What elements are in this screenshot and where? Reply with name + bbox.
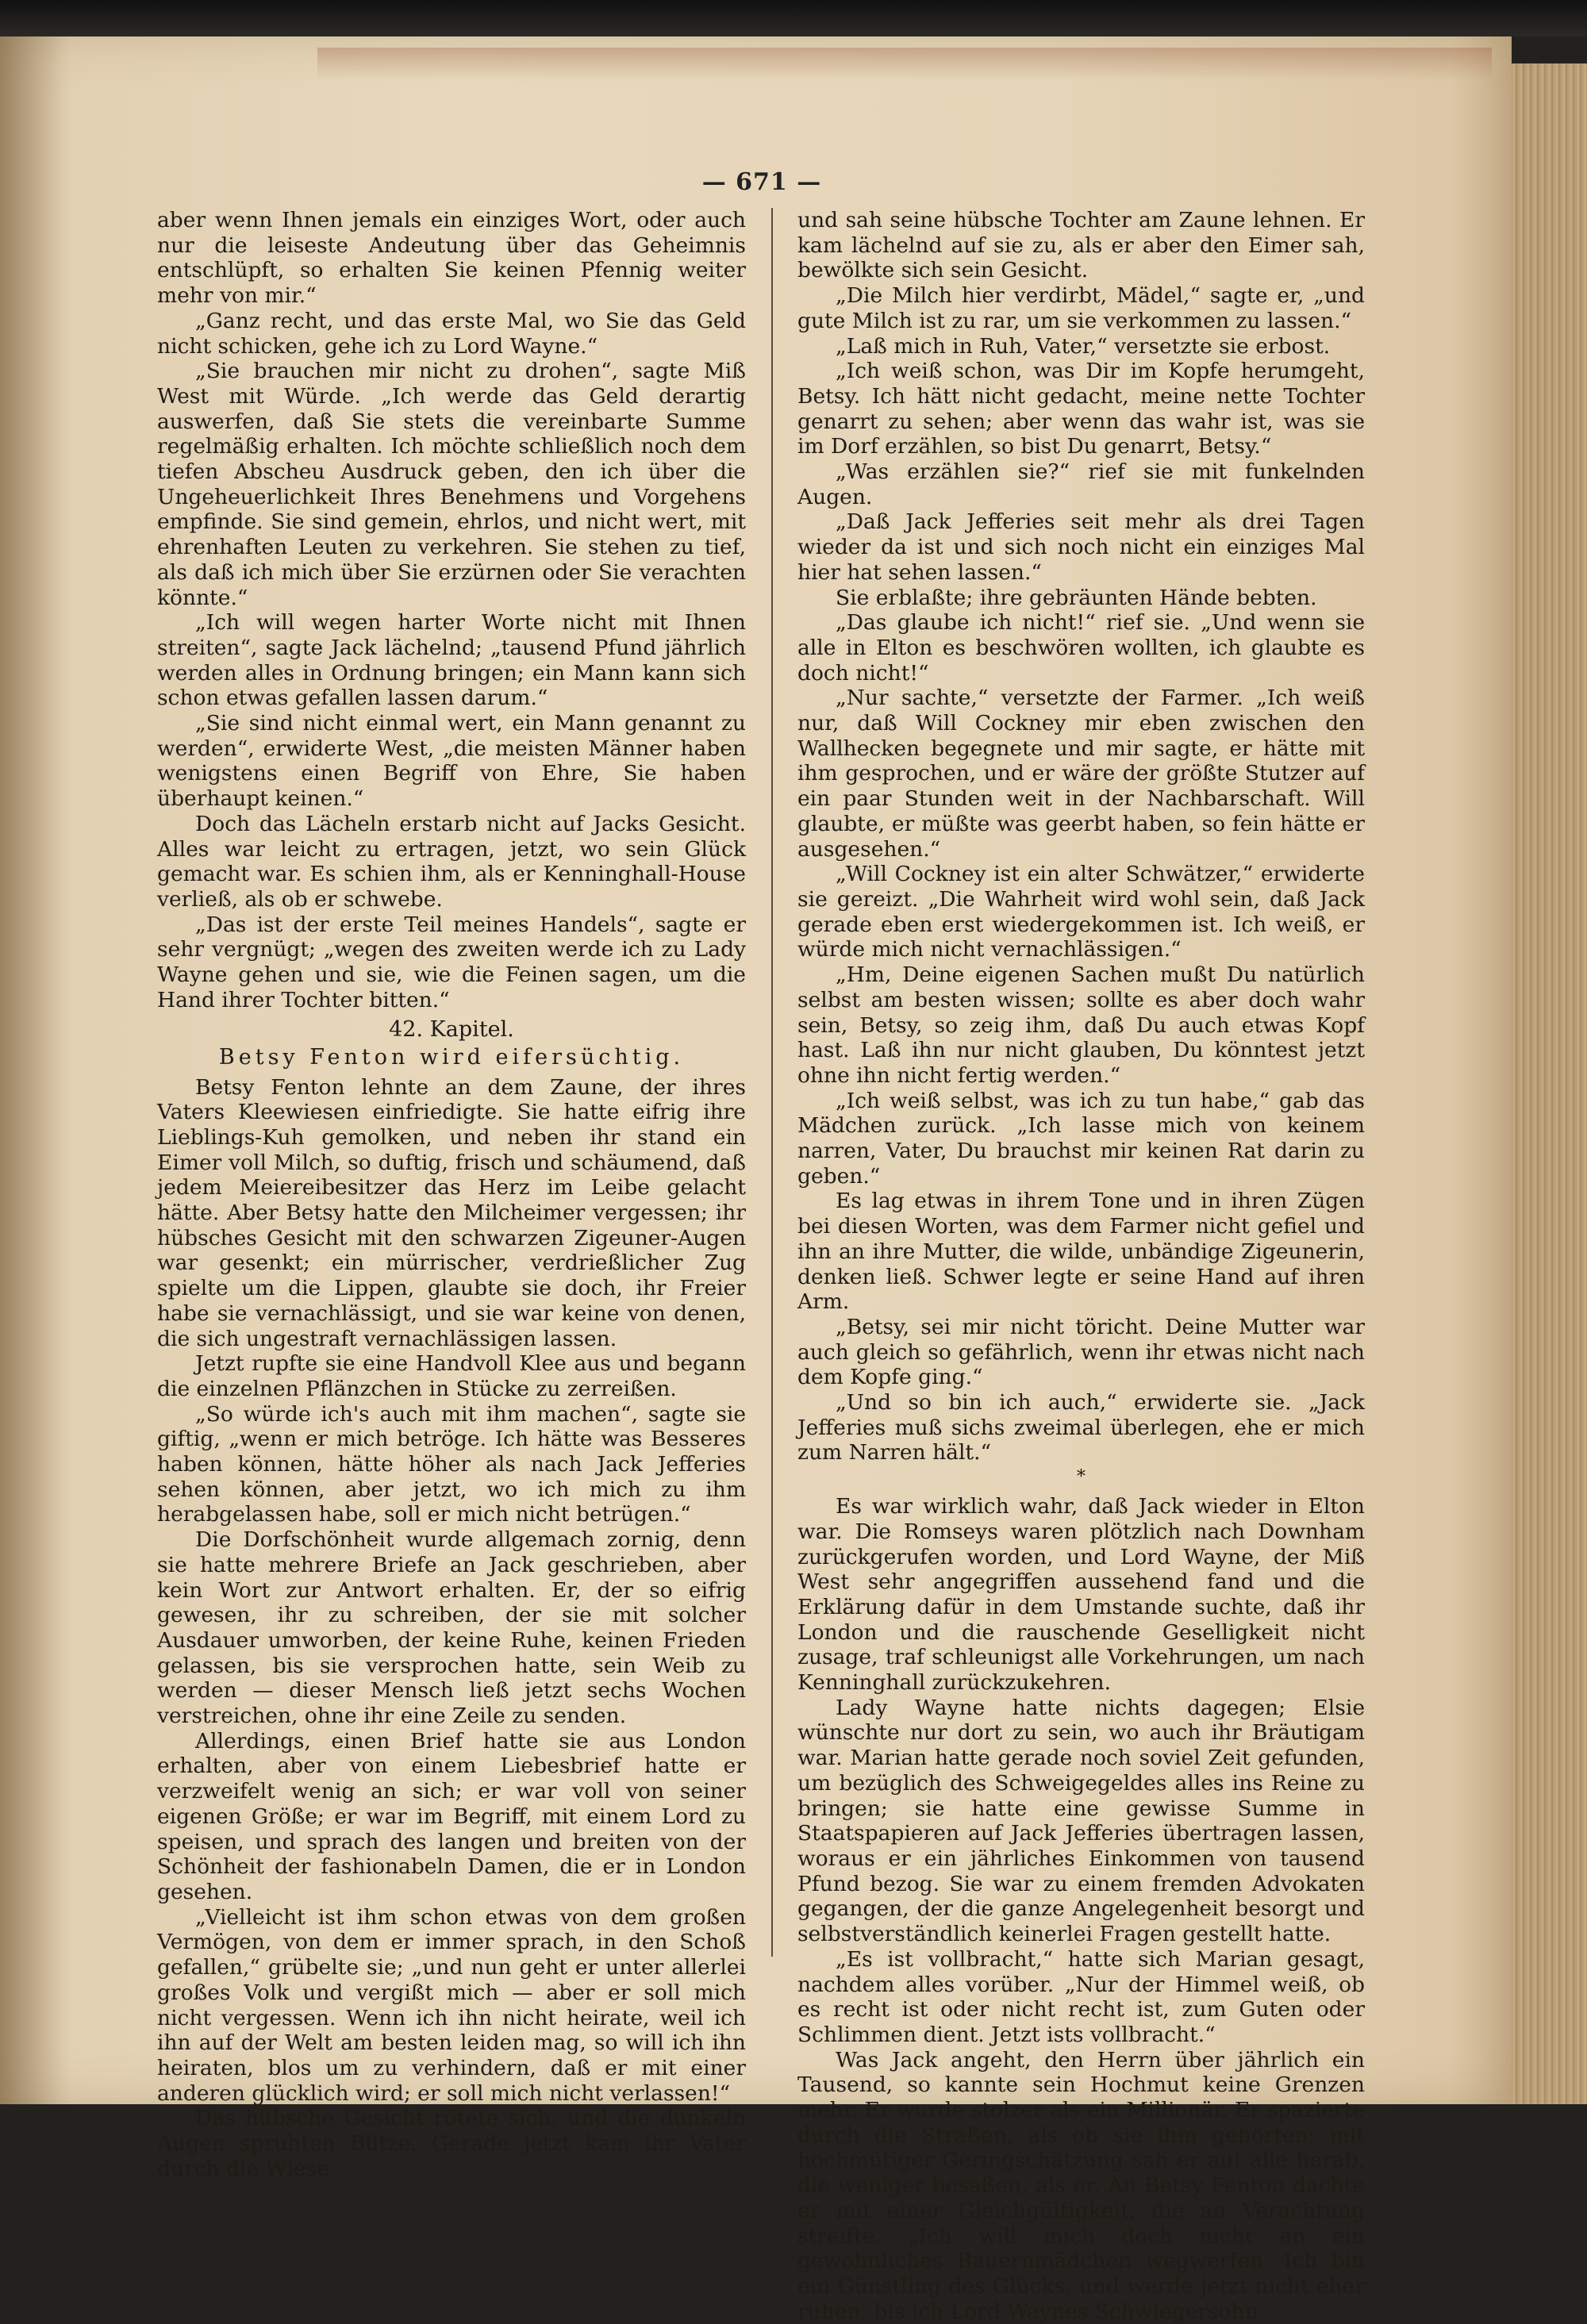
paragraph: Es lag etwas in ihrem Tone und in ihren Zügen bei diesen Worten, was dem Farmer nicht gefiel und ihn an ihre Mutter, die wilde, unbändige Zigeunerin, denken ließ. Schwer legte er seine Hand auf ihren Arm. bbox=[797, 1189, 1365, 1315]
paragraph: aber wenn Ihnen jemals ein einziges Wort, oder auch nur die leiseste Andeutung über das Geheimnis entschlüpft, so erhalten Sie keinen Pfennig weiter mehr von mir.“ bbox=[157, 208, 746, 309]
paragraph: „Ich weiß selbst, was ich zu tun habe,“ gab das Mädchen zurück. „Ich lasse mich von keinem narren, Vater, Du brauchst mir keinen Rat darin zu geben.“ bbox=[797, 1088, 1365, 1189]
paragraph: „Sie brauchen mir nicht zu drohen“, sagte Miß West mit Würde. „Ich werde das Geld derartig auswerfen, daß Sie stets die vereinbarte Summe regelmäßig erhalten. Ich möchte schließlich noch dem tiefen Abscheu Ausdruck geben, den ich über die Ungeheuerlichkeit Ihres Benehmens und Vorgehens empfinde. Sie sind gemein, ehrlos, und nicht wert, mit ehrenhaften Leuten zu verkehren. Sie stehen zu tief, als daß ich mich über Sie erzürnen oder Sie verachten könnte.“ bbox=[157, 359, 746, 610]
paragraph: „Ganz recht, und das erste Mal, wo Sie das Geld nicht schicken, gehe ich zu Lord Wayne.“ bbox=[157, 308, 746, 359]
paragraph: Jetzt rupfte sie eine Handvoll Klee aus und begann die einzelnen Pflänzchen in Stücke zu zerreißen. bbox=[157, 1351, 746, 1401]
paragraph: „Was erzählen sie?“ rief sie mit funkelnden Augen. bbox=[797, 459, 1365, 509]
page-stain bbox=[317, 48, 1492, 79]
paragraph: Die Dorfschönheit wurde allgemach zornig, denn sie hatte mehrere Briefe an Jack geschrieben, aber kein Wort zur Antwort erhalten. Er, der so eifrig gewesen, ihr zu schreiben, der sie mit solcher Ausdauer umworben, der keine Ruhe, keinen Frieden gelassen, bis sie versprochen hatte, sein Weib zu werden — dieser Mensch ließ jetzt sechs Wochen verstreichen, ohne ihr eine Zeile zu senden. bbox=[157, 1527, 746, 1729]
section-break-star: * bbox=[1077, 1467, 1086, 1488]
paragraph: „Sie sind nicht einmal wert, ein Mann genannt zu werden“, erwiderte West, „die meisten Männer haben wenigstens einen Begriff von Ehre, Sie haben überhaupt keinen.“ bbox=[157, 711, 746, 812]
paragraph: „Das ist der erste Teil meines Handels“, sagte er sehr vergnügt; „wegen des zweiten werde ich zu Lady Wayne gehen und sie, wie die Feinen sagen, um die Hand ihrer Tochter bitten.“ bbox=[157, 912, 746, 1012]
paragraph: Betsy Fenton lehnte an dem Zaune, der ihres Vaters Kleewiesen einfriedigte. Sie hatte eifrig ihre Lieblings-Kuh gemolken, und neben ihr stand ein Eimer voll Milch, so duftig, frisch und schäumend, daß jedem Meiereibesitzer das Herz im Leibe gelacht hätte. Aber Betsy hatte den Milcheimer vergessen; ihr hübsches Gesicht mit den schwarzen Zigeuner-Augen war gesenkt; ein mürrischer, verdrießlicher Zug spielte um die Lippen, glaubte sie doch, ihr Freier habe sie vernachlässigt, und sie war keine von denen, die sich ungestraft vernachlässigen lassen. bbox=[157, 1074, 746, 1351]
page-number: — 671 — bbox=[701, 168, 822, 196]
paragraph: „Betsy, sei mir nicht töricht. Deine Mutter war auch gleich so gefährlich, wenn ihr etwas nicht nach dem Kopfe ging.“ bbox=[797, 1314, 1365, 1390]
paragraph: „So würde ich's auch mit ihm machen“, sagte sie giftig, „wenn er mich betröge. Ich hätte was Besseres haben können, hätte höher als nach Jack Jefferies sehen können, aber jetzt, wo ich mich zu ihm herabgelassen habe, soll er mich nicht betrügen.“ bbox=[157, 1401, 746, 1527]
paragraph: „Ich will wegen harter Worte nicht mit Ihnen streiten“, sagte Jack lächelnd; „tausend Pfund jährlich werden alles in Ordnung bringen; ein Mann kann sich schon etwas gefallen lassen darum.“ bbox=[157, 610, 746, 711]
column-divider bbox=[771, 208, 773, 1957]
paragraph: Was Jack angeht, den Herrn über jährlich ein Tausend, so kannte sein Hochmut keine Grenzen mehr. Er wurde stolzer als ein Millionär. Er spazierte durch die Straßen, als ob sie ihm gehörten; mit hochmütiger Geringschätzung sah er auf alle herab, die weniger besaßen, als er. An Betsy Fenton dachte er mit einer Gleichgültigkeit, die an Verachtung streifte. „Ich will mich doch nicht an ein gewöhnliches Bauernmädchen wegwerfen. Ich bin ein Günstling des Glücks, und werde jetzt nicht eher ruhen, bis ich Lord Waynes Schwiegersohn bbox=[797, 2047, 1365, 2324]
paragraph: „Will Cockney ist ein alter Schwätzer,“ erwiderte sie gereizt. „Die Wahrheit wird wohl sein, daß Jack gerade eben erst wiedergekommen ist. Ich weiß, er würde mich nicht vernachlässigen.“ bbox=[797, 862, 1365, 962]
paragraph: „Es ist vollbracht,“ hatte sich Marian gesagt, nachdem alles vorüber. „Nur der Himmel weiß, ob es recht ist oder nicht recht ist, zum Guten oder Schlimmen dient. Jetzt ists vollbracht.“ bbox=[797, 1946, 1365, 2047]
paragraph: Lady Wayne hatte nichts dagegen; Elsie wünschte nur dort zu sein, wo auch ihr Bräutigam war. Marian hatte gerade noch soviel Zeit gefunden, um bezüglich des Schweigegeldes alles ins Reine zu bringen; sie hatte eine gewisse Summe in Staatspapieren auf Jack Jefferies übertragen lassen, woraus er ein jährliches Einkommen von tausend Pfund bezog. Sie war zu einem fremden Advokaten gegangen, der die ganze Angelegenheit besorgt und selbstverständlich keinerlei Fragen gestellt hatte. bbox=[797, 1695, 1365, 1947]
chapter-subtitle: Betsy Fenton wird eifersüchtig. bbox=[218, 1044, 685, 1070]
paragraph: „Hm, Deine eigenen Sachen mußt Du natürlich selbst am besten wissen; sollte es aber doch wahr sein, Betsy, so zeig ihm, daß Du auch etwas Kopf hast. Laß ihn nur nicht glauben, Du könntest jetzt ohne ihn nicht fertig werden.“ bbox=[797, 962, 1365, 1088]
paragraph: „Laß mich in Ruh, Vater,“ versetzte sie erbost. bbox=[836, 333, 1331, 359]
paragraph: Es war wirklich wahr, daß Jack wieder in Elton war. Die Romseys waren plötzlich nach Downham zurückgerufen worden, und Lord Wayne, der Miß West sehr angegriffen aussehend fand und die Erklärung dafür in dem Umstande suchte, daß ihr London und die rauschende Geselligkeit nicht zusage, traf schleunigst alle Vorkehrungen, um nach Kenninghall zurückzukehren. bbox=[797, 1494, 1365, 1696]
paragraph: Doch das Lächeln erstarb nicht auf Jacks Gesicht. Alles war leicht zu ertragen, jetzt, wo sein Glück gemacht war. Es schien ihm, als er Kenninghall-House verließ, als ob er schwebe. bbox=[157, 811, 746, 912]
paragraph: „Vielleicht ist ihm schon etwas von dem großen Vermögen, von dem er immer sprach, in den Schoß gefallen,“ grübelte sie; „und nun geht er unter allerlei großes Volk und vergißt mich — aber er soll mich nicht vergessen. Wenn ich ihn nicht heirate, weil ich ihn auf der Welt am besten leiden mag, so will ich ihn heiraten, blos um zu verhindern, daß er mit einer anderen glücklich wird; er soll mich nicht verlassen!“ bbox=[157, 1904, 746, 2106]
left-column bbox=[157, 208, 746, 2181]
scan-background-top bbox=[0, 0, 1587, 36]
paragraph: „Ich weiß schon, was Dir im Kopfe herumgeht, Betsy. Ich hätt nicht gedacht, meine nette Tochter genarrt zu sehen; aber wenn das wahr ist, was sie im Dorf erzählen, so bist Du genarrt, Betsy.“ bbox=[797, 359, 1365, 459]
paragraph: „Nur sachte,“ versetzte der Farmer. „Ich weiß nur, daß Will Cockney mir eben zwischen den Wallhecken begegnete und mir sagte, er hätte mit ihm gesprochen, und er wäre der größte Stutzer auf ein paar Stunden weit in der Nachbarschaft. Will glaubte, er müßte was geerbt haben, so fein hätte er ausgesehen.“ bbox=[797, 686, 1365, 862]
binding-shadow bbox=[0, 36, 71, 2104]
paragraph: „Daß Jack Jefferies seit mehr als drei Tagen wieder da ist und sich noch nicht ein einziges Mal hier hat sehen lassen.“ bbox=[797, 509, 1365, 585]
paragraph: „Die Milch hier verdirbt, Mädel,“ sagte er, „und gute Milch ist zu rar, um sie verkommen zu lassen.“ bbox=[797, 283, 1365, 333]
paragraph: Allerdings, einen Brief hatte sie aus London erhalten, aber von einem Liebesbrief hatte er verzweifelt wenig an sich; er war voll von seiner eigenen Größe; er war im Begriff, mit einem Lord zu speisen, und sprach des langen und breiten von der Schönheit der fashionabeln Damen, die er in London gesehen. bbox=[157, 1728, 746, 1904]
paragraph: „Das glaube ich nicht!“ rief sie. „Und wenn sie alle in Elton es beschwören wollten, ich glaubte es doch nicht!“ bbox=[797, 610, 1365, 686]
paragraph: Sie erblaßte; ihre gebräunten Hände bebten. bbox=[836, 585, 1317, 610]
page-stack-edge bbox=[1512, 63, 1587, 2104]
right-column bbox=[797, 208, 1365, 2324]
paragraph: „Und so bin ich auch,“ erwiderte sie. „Jack Jefferies muß sichs zweimal überlegen, ehe er mich zum Narren hält.“ bbox=[797, 1390, 1365, 1465]
paragraph: Das hübsche Gesicht rötete sich, und die dunkeln Augen sprühten Blitze. Gerade jetzt kam ihr Vater durch die Wiese bbox=[157, 2106, 746, 2181]
paragraph: und sah seine hübsche Tochter am Zaune lehnen. Er kam lächelnd auf sie zu, als er aber den Eimer sah, bewölkte sich sein Gesicht. bbox=[797, 208, 1365, 283]
chapter-heading: 42. Kapitel. bbox=[389, 1016, 514, 1042]
